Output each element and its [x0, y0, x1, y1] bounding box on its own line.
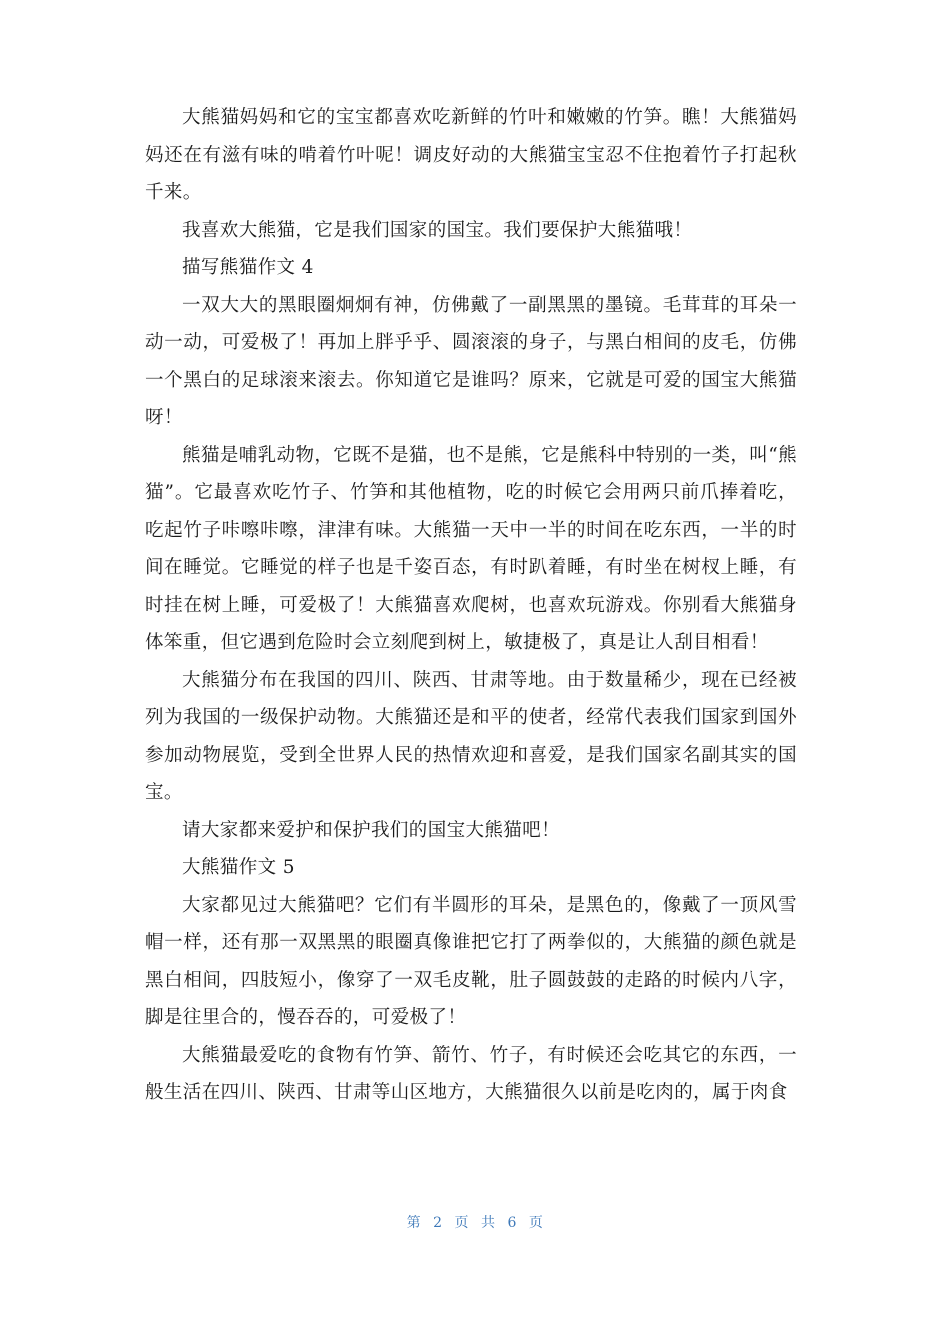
- paragraph: 一双大大的黑眼圈炯炯有神，仿佛戴了一副黑黑的墨镜。毛茸茸的耳朵一动一动，可爱极了！再加上胖乎乎、圆滚滚的身子，与黑白相间的皮毛，仿佛一个黑白的足球滚来滚去。你知道它是谁吗？原来，它就是可爱的国宝大熊猫呀！: [145, 294, 797, 428]
- paragraph: 大熊猫最爱吃的食物有竹笋、箭竹、竹子，有时候还会吃其它的东西，一般生活在四川、陕西、甘肃等山区地方，大熊猫很久以前是吃肉的，属于肉食: [145, 1044, 797, 1103]
- footer-word-ye: 页: [454, 1215, 469, 1231]
- footer-word-di: 第: [406, 1215, 422, 1231]
- paragraph: 请大家都来爱护和保护我们的国宝大熊猫吧！: [182, 819, 561, 841]
- paragraph: 大家都见过大熊猫吧？它们有半圆形的耳朵，是黑色的，像戴了一顶风雪帽一样，还有那一双黑黑的眼圈真像谁把它打了两拳似的，大熊猫的颜色就是黑白相间，四肢短小，像穿了一双毛皮靴，肚子圆鼓鼓的走路的时候内八字，脚是往里合的，慢吞吞的，可爱极了！: [145, 894, 797, 1028]
- document-body: [145, 99, 797, 1112]
- paragraph: 大熊猫分布在我国的四川、陕西、甘肃等地。由于数量稀少，现在已经被列为我国的一级保护动物。大熊猫还是和平的使者，经常代表我们国家到国外参加动物展览，受到全世界人民的热情欢迎和喜爱，是我们国家名副其实的国宝。: [145, 669, 797, 803]
- footer-word-gong: 共: [481, 1215, 496, 1231]
- page-footer: [0, 1212, 950, 1232]
- section-heading: 描写熊猫作文 4: [182, 257, 314, 278]
- section-heading: 大熊猫作文 5: [182, 857, 295, 878]
- paragraph: 我喜欢大熊猫，它是我们国家的国宝。我们要保护大熊猫哦！: [182, 219, 693, 241]
- total-pages: 6: [507, 1215, 517, 1231]
- paragraph: 熊猫是哺乳动物，它既不是猫，也不是熊，它是熊科中特别的一类，叫“熊猫”。它最喜欢吃竹子、竹笋和其他植物，吃的时候它会用两只前爪捧着吃，吃起竹子咔嚓咔嚓，津津有味。大熊猫一天中一半的时间在吃东西，一半的时间在睡觉。它睡觉的样子也是千姿百态，有时趴着睡，有时坐在树杈上睡，有时挂在树上睡，可爱极了！大熊猫喜欢爬树，也喜欢玩游戏。你别看大熊猫身体笨重，但它遇到危险时会立刻爬到树上，敏捷极了，真是让人刮目相看！: [145, 444, 797, 653]
- paragraph: 大熊猫妈妈和它的宝宝都喜欢吃新鲜的竹叶和嫩嫩的竹笋。瞧！大熊猫妈妈还在有滋有味的啃着竹叶呢！调皮好动的大熊猫宝宝忍不住抱着竹子打起秋千来。: [145, 107, 797, 203]
- page-number: 2: [433, 1215, 443, 1231]
- footer-word-ye-2: 页: [528, 1215, 544, 1231]
